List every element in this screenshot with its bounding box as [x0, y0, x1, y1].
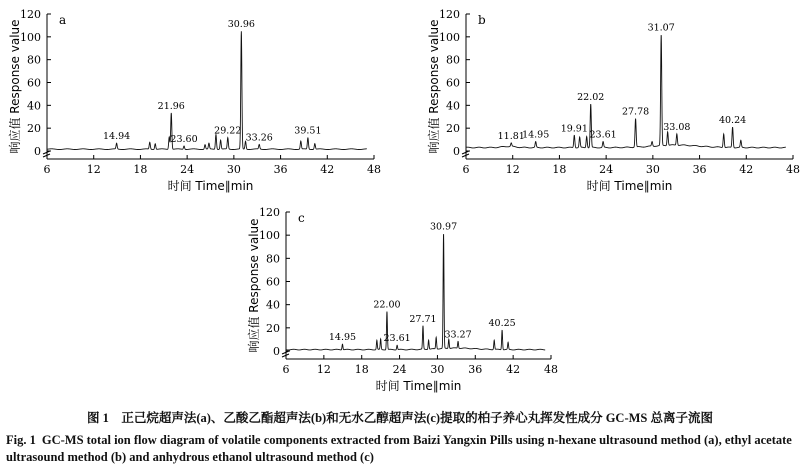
figure-caption-label: Fig. 1: [6, 433, 36, 447]
peak-label: 19.91: [560, 123, 588, 135]
y-tick-label: 20: [446, 122, 460, 136]
peak-label: 33.27: [444, 329, 472, 341]
y-tick-label: 120: [20, 8, 41, 21]
peak-label: 22.00: [373, 299, 401, 311]
y-tick-label: 0: [34, 145, 41, 158]
peak-label: 27.78: [621, 106, 650, 118]
x-tick-label: 48: [367, 163, 381, 176]
peak-label: 30.96: [227, 19, 255, 31]
x-tick-label: 24: [180, 163, 195, 176]
y-tick-label: 80: [446, 53, 460, 67]
peak-label: 21.96: [157, 100, 185, 112]
peak-label: 23.61: [383, 333, 411, 345]
x-tick-label: 30: [430, 363, 445, 376]
peak-label: 40.25: [488, 318, 516, 330]
x-tick-label: 36: [273, 163, 288, 176]
chart-panel-c: [246, 206, 558, 393]
y-tick-label: 40: [446, 99, 460, 113]
chart-panel-b: [426, 8, 800, 193]
peak-label: 23.61: [589, 129, 617, 141]
y-axis-label: 响应值 Response value: [8, 19, 22, 154]
y-tick-label: 0: [273, 345, 280, 358]
x-tick-label: 18: [133, 163, 148, 176]
x-tick-label: 18: [354, 363, 369, 376]
x-tick-label: 42: [506, 363, 521, 376]
x-tick-label: 12: [505, 163, 520, 176]
x-tick-label: 36: [692, 163, 707, 176]
x-axis-label: 时间 Time∥min: [586, 179, 673, 193]
peak-label: 31.07: [647, 22, 675, 34]
y-tick-label: 40: [266, 298, 280, 312]
panel-letter: a: [59, 13, 67, 27]
x-tick-label: 12: [316, 363, 331, 376]
x-axis-label: 时间 Time∥min: [167, 179, 254, 193]
figure-caption-chinese: 图 1 正己烷超声法(a)、乙酸乙酯超声法(b)和无水乙醇超声法(c)提取的柏子养心丸挥发性成分 GC-MS 总离子流图: [86, 411, 713, 425]
y-tick-label: 20: [27, 122, 41, 136]
x-tick-label: 36: [468, 363, 483, 376]
peak-label: 39.51: [294, 125, 322, 137]
y-tick-label: 60: [446, 76, 460, 90]
x-tick-label: 42: [739, 163, 754, 176]
y-tick-label: 80: [27, 53, 41, 67]
peak-label: 11.81: [497, 130, 525, 142]
y-tick-label: 120: [439, 8, 460, 21]
y-tick-label: 100: [439, 30, 460, 44]
chart-panel-a: [7, 8, 381, 193]
peak-label: 14.95: [522, 129, 550, 141]
x-tick-label: 24: [599, 163, 614, 176]
y-tick-label: 120: [259, 206, 280, 219]
y-tick-label: 60: [266, 275, 280, 289]
x-tick-label: 6: [462, 163, 470, 176]
x-tick-label: 24: [392, 363, 407, 376]
x-tick-label: 18: [552, 163, 567, 176]
x-tick-label: 6: [282, 363, 290, 376]
peak-label: 14.95: [328, 332, 357, 344]
y-tick-label: 40: [27, 99, 41, 113]
peak-label: 22.02: [577, 92, 605, 104]
figure-caption-english: [6, 432, 796, 466]
peak-label: 33.08: [663, 121, 691, 133]
x-tick-label: 48: [786, 163, 800, 176]
figure-caption-text: GC-MS total ion flow diagram of volatile components extracted from Baizi Yangxin Pills using n-hexane ultrasound method (a), ethyl acetate ultrasound method (b) and anhydrous ethanol ultrasound method (c): [6, 433, 792, 464]
y-tick-label: 80: [266, 252, 280, 266]
y-axis-label: 响应值 Response value: [247, 218, 261, 353]
x-tick-label: 30: [226, 163, 241, 176]
y-tick-label: 100: [20, 30, 41, 44]
peak-label: 23.60: [170, 134, 198, 146]
y-tick-label: 0: [453, 145, 460, 158]
x-tick-label: 42: [320, 163, 335, 176]
x-tick-label: 12: [86, 163, 101, 176]
x-tick-label: 30: [645, 163, 660, 176]
peak-label: 33.26: [245, 132, 273, 144]
peak-label: 14.94: [103, 131, 131, 143]
peak-label: 40.24: [718, 115, 747, 127]
x-tick-label: 48: [544, 363, 558, 376]
y-tick-label: 100: [259, 229, 280, 243]
y-tick-label: 20: [266, 321, 280, 335]
peak-label: 27.71: [409, 313, 437, 325]
panel-letter: c: [298, 211, 305, 225]
y-tick-label: 60: [27, 76, 41, 90]
x-axis-label: 时间 Time∥min: [375, 379, 462, 393]
x-tick-label: 6: [43, 163, 51, 176]
panel-letter: b: [478, 13, 486, 27]
peak-label: 30.97: [429, 221, 458, 233]
peak-label: 29.22: [214, 125, 242, 137]
y-axis-label: 响应值 Response value: [427, 19, 441, 154]
chromatogram-trace: [286, 235, 545, 350]
